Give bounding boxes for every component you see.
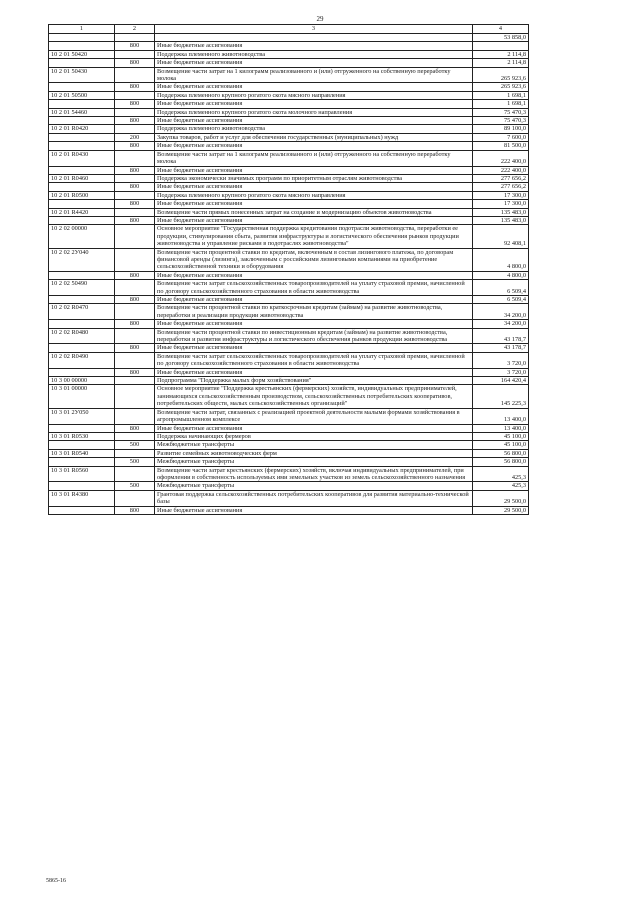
table-row [49, 328, 529, 344]
budget-table [48, 24, 529, 515]
table-row [49, 271, 529, 279]
row-code [49, 83, 115, 91]
row-amount: 17 300,0 [473, 200, 529, 208]
row-expense-type: 800 [115, 296, 155, 304]
row-name: Поддержка племенного крупного рогатого скота молочного направления [155, 108, 473, 116]
row-expense-type [115, 490, 155, 506]
row-code: 10 2 02 R0480 [49, 328, 115, 344]
row-amount: 13 400,0 [473, 408, 529, 424]
row-name: Грантовая поддержка сельскохозяйственных потребительских кооперативов для развития материально-технической базы [155, 490, 473, 506]
table-row [49, 150, 529, 166]
row-name [155, 34, 473, 42]
table-header-row [49, 25, 529, 34]
row-amount: 4 800,0 [473, 271, 529, 279]
row-code: 10 2 02 50490 [49, 280, 115, 296]
page-number: 29 [316, 15, 324, 23]
row-name: Поддержка племенного крупного рогатого скота мясного направления [155, 91, 473, 99]
header-col-2: 2 [115, 25, 155, 34]
table-row [49, 248, 529, 271]
row-code [49, 100, 115, 108]
row-amount: 45 100,0 [473, 432, 529, 440]
table-row [49, 408, 529, 424]
row-code: 10 3 01 R0540 [49, 449, 115, 457]
table-row [49, 490, 529, 506]
row-name: Поддержка племенного крупного рогатого скота мясного направления [155, 191, 473, 199]
row-name: Основное мероприятие "Государственная поддержка кредитования подотрасли животноводства, переработки ее продукции, стимулирования сбыта, развития инфраструктуры и логистического обеспечения рынков продукции животноводства и управление рисками в подотраслях животноводства" [155, 225, 473, 248]
row-amount: 4 800,0 [473, 248, 529, 271]
table-row [49, 166, 529, 174]
row-name: Иные бюджетные ассигнования [155, 344, 473, 352]
row-amount: 29 500,0 [473, 506, 529, 514]
row-name: Развитие семейных животноводческих ферм [155, 449, 473, 457]
row-code: 10 2 02 R0470 [49, 304, 115, 320]
row-amount: 3 720,0 [473, 352, 529, 368]
row-amount: 1 698,1 [473, 91, 529, 99]
row-code [49, 424, 115, 432]
table-row [49, 50, 529, 58]
row-expense-type: 800 [115, 424, 155, 432]
row-expense-type [115, 174, 155, 182]
table-row [49, 133, 529, 141]
row-code: 10 3 01 R0530 [49, 432, 115, 440]
row-expense-type: 800 [115, 271, 155, 279]
table-row [49, 344, 529, 352]
header-col-4: 4 [473, 25, 529, 34]
row-amount: 3 720,0 [473, 368, 529, 376]
row-amount: 29 500,0 [473, 490, 529, 506]
row-code [49, 183, 115, 191]
table-row [49, 183, 529, 191]
table-row [49, 67, 529, 83]
row-amount: 34 200,0 [473, 304, 529, 320]
row-name: Поддержка племенного животноводства [155, 125, 473, 133]
row-amount: 56 800,0 [473, 458, 529, 466]
row-name: Иные бюджетные ассигнования [155, 424, 473, 432]
table-row [49, 91, 529, 99]
row-name: Межбюджетные трансферты [155, 441, 473, 449]
row-code [49, 42, 115, 50]
row-code: 10 3 00 00000 [49, 377, 115, 385]
row-name: Поддержка племенного животноводства [155, 50, 473, 58]
row-expense-type: 800 [115, 100, 155, 108]
row-code [49, 59, 115, 67]
table-row [49, 34, 529, 42]
row-code: 10 2 01 50430 [49, 67, 115, 83]
row-expense-type [115, 108, 155, 116]
row-name: Иные бюджетные ассигнования [155, 271, 473, 279]
row-expense-type: 500 [115, 441, 155, 449]
table-row [49, 216, 529, 224]
table-row [49, 449, 529, 457]
row-code [49, 458, 115, 466]
row-name: Межбюджетные трансферты [155, 458, 473, 466]
row-name: Иные бюджетные ассигнования [155, 83, 473, 91]
row-name: Основное мероприятие "Поддержка крестьянских (фермерских) хозяйств, индивидуальных предпринимателей, занимающихся сельскохозяйственным производством, сельскохозяйственных потребительских кооперативов, потребительских обществ, малых сельскохозяйственных организаций" [155, 385, 473, 408]
row-amount: 75 470,3 [473, 108, 529, 116]
row-code: 10 2 01 54460 [49, 108, 115, 116]
row-expense-type: 800 [115, 183, 155, 191]
table-row [49, 377, 529, 385]
row-name: Иные бюджетные ассигнования [155, 117, 473, 125]
footer-code: 5865-16 [46, 878, 66, 884]
row-code [49, 296, 115, 304]
row-name: Иные бюджетные ассигнования [155, 216, 473, 224]
row-expense-type: 800 [115, 200, 155, 208]
table-row [49, 432, 529, 440]
row-code: 10 2 02 R0490 [49, 352, 115, 368]
row-name: Закупка товаров, работ и услуг для обеспечения государственных (муниципальных) нужд [155, 133, 473, 141]
table-row [49, 100, 529, 108]
row-expense-type [115, 248, 155, 271]
header-col-1: 1 [49, 25, 115, 34]
table-row [49, 174, 529, 182]
row-name: Поддержка экономически значимых программ по приоритетным отраслям животноводства [155, 174, 473, 182]
row-code: 10 2 02 2У040 [49, 248, 115, 271]
row-amount: 53 858,0 [473, 34, 529, 42]
row-code: 10 3 01 2У050 [49, 408, 115, 424]
row-amount: 75 470,3 [473, 117, 529, 125]
table-row [49, 466, 529, 482]
row-amount: 425,3 [473, 466, 529, 482]
row-amount: 43 178,7 [473, 344, 529, 352]
row-expense-type [115, 50, 155, 58]
row-expense-type [115, 34, 155, 42]
row-amount: 56 800,0 [473, 449, 529, 457]
row-expense-type: 800 [115, 42, 155, 50]
table-row [49, 208, 529, 216]
row-name: Возмещение части процентной ставки по кредитам, включенным в состав лизингового платежа, по договорам финансовой аренды (лизинга), заключенным с российскими лизинговыми компаниями на приобретение сельскохозяйственной техники и оборудования [155, 248, 473, 271]
row-expense-type [115, 449, 155, 457]
row-code [49, 320, 115, 328]
row-amount: 92 408,1 [473, 225, 529, 248]
row-name: Возмещение части процентной ставки по инвестиционным кредитам (займам) на развитие животноводства, переработки и развития инфраструктуры и логистического обеспечения рынков продукции животноводства [155, 328, 473, 344]
row-code: 10 2 01 50420 [49, 50, 115, 58]
row-code [49, 482, 115, 490]
row-code [49, 344, 115, 352]
row-amount: 145 225,3 [473, 385, 529, 408]
row-name: Возмещение части затрат на 1 килограмм реализованного и (или) отгруженного на собственную переработку молока [155, 67, 473, 83]
row-amount: 13 400,0 [473, 424, 529, 432]
row-amount: 1 698,1 [473, 100, 529, 108]
table-row [49, 441, 529, 449]
row-code [49, 166, 115, 174]
row-expense-type: 800 [115, 320, 155, 328]
row-name: Возмещение части затрат на 1 килограмм реализованного и (или) отгруженного на собственную переработку молока [155, 150, 473, 166]
row-expense-type [115, 304, 155, 320]
row-expense-type [115, 328, 155, 344]
row-amount: 277 656,2 [473, 183, 529, 191]
row-expense-type: 800 [115, 59, 155, 67]
row-expense-type: 800 [115, 83, 155, 91]
table-row [49, 458, 529, 466]
row-name: Возмещение части прямых понесенных затрат на создание и модернизацию объектов животноводства [155, 208, 473, 216]
table-row [49, 125, 529, 133]
table-row [49, 200, 529, 208]
row-name: Возмещение части затрат крестьянских (фермерских) хозяйств, включая индивидуальных предпринимателей, при оформлении в собственность используемых ими земельных участков из земель сельскохозяйственного назначения [155, 466, 473, 482]
row-name: Иные бюджетные ассигнования [155, 368, 473, 376]
row-amount: 7 600,0 [473, 133, 529, 141]
row-code [49, 271, 115, 279]
row-expense-type: 800 [115, 368, 155, 376]
table-row [49, 385, 529, 408]
row-code: 10 2 01 R0430 [49, 150, 115, 166]
row-expense-type [115, 408, 155, 424]
table-row [49, 117, 529, 125]
row-expense-type: 800 [115, 344, 155, 352]
row-expense-type [115, 280, 155, 296]
row-expense-type [115, 91, 155, 99]
row-expense-type: 200 [115, 133, 155, 141]
table-row [49, 296, 529, 304]
table-row [49, 280, 529, 296]
table-row [49, 42, 529, 50]
row-amount: 2 114,8 [473, 50, 529, 58]
row-name: Иные бюджетные ассигнования [155, 142, 473, 150]
table-row [49, 108, 529, 116]
row-name: Иные бюджетные ассигнования [155, 200, 473, 208]
row-amount: 6 509,4 [473, 280, 529, 296]
row-expense-type [115, 432, 155, 440]
row-code [49, 200, 115, 208]
table-row [49, 304, 529, 320]
table-row [49, 83, 529, 91]
header-col-3: 3 [155, 25, 473, 34]
row-code [49, 133, 115, 141]
row-code: 10 2 01 50500 [49, 91, 115, 99]
row-code [49, 142, 115, 150]
row-code: 10 2 01 R0420 [49, 125, 115, 133]
row-name: Возмещение части затрат сельскохозяйственных товаропроизводителей на уплату страховой премии, начисленной по договору сельскохозяйственного страхования в области животноводства [155, 352, 473, 368]
row-expense-type [115, 385, 155, 408]
row-expense-type [115, 225, 155, 248]
table-row [49, 368, 529, 376]
row-name: Иные бюджетные ассигнования [155, 166, 473, 174]
row-expense-type: 500 [115, 482, 155, 490]
row-name: Возмещение части процентной ставки по краткосрочным кредитам (займам) на развитие животноводства, переработки и реализации продукции животноводства [155, 304, 473, 320]
row-amount: 2 114,8 [473, 59, 529, 67]
row-code: 10 2 01 R0500 [49, 191, 115, 199]
row-name: Подпрограмма "Поддержка малых форм хозяйствования" [155, 377, 473, 385]
row-expense-type [115, 352, 155, 368]
row-amount: 89 100,0 [473, 125, 529, 133]
row-name: Поддержка начинающих фермеров [155, 432, 473, 440]
row-amount: 45 100,0 [473, 441, 529, 449]
row-name: Иные бюджетные ассигнования [155, 506, 473, 514]
row-expense-type: 800 [115, 506, 155, 514]
row-amount [473, 42, 529, 50]
table-row [49, 320, 529, 328]
row-name: Иные бюджетные ассигнования [155, 100, 473, 108]
row-name: Иные бюджетные ассигнования [155, 320, 473, 328]
row-code [49, 117, 115, 125]
table-row [49, 59, 529, 67]
row-code: 10 3 01 R4380 [49, 490, 115, 506]
row-name: Возмещение части затрат, связанных с реализацией проектной деятельности малыми формами хозяйствования в агропромышленном комплексе [155, 408, 473, 424]
row-amount: 43 178,7 [473, 328, 529, 344]
row-code [49, 441, 115, 449]
row-expense-type: 500 [115, 458, 155, 466]
row-code: 10 3 01 R0560 [49, 466, 115, 482]
row-amount: 135 483,0 [473, 208, 529, 216]
row-expense-type: 800 [115, 216, 155, 224]
row-expense-type [115, 208, 155, 216]
row-code: 10 2 01 R4420 [49, 208, 115, 216]
table-row [49, 191, 529, 199]
row-expense-type [115, 150, 155, 166]
table-row [49, 142, 529, 150]
table-row [49, 352, 529, 368]
row-name: Иные бюджетные ассигнования [155, 42, 473, 50]
row-amount: 164 420,4 [473, 377, 529, 385]
table-body [49, 34, 529, 515]
row-code [49, 368, 115, 376]
row-expense-type: 800 [115, 117, 155, 125]
row-amount: 222 400,0 [473, 166, 529, 174]
row-code: 10 2 02 00000 [49, 225, 115, 248]
table-row [49, 506, 529, 514]
row-expense-type [115, 466, 155, 482]
row-expense-type [115, 191, 155, 199]
row-name: Межбюджетные трансферты [155, 482, 473, 490]
row-amount: 425,3 [473, 482, 529, 490]
row-name: Возмещение части затрат сельскохозяйственных товаропроизводителей на уплату страховой премии, начисленной по договору сельскохозяйственного страхования в области животноводства [155, 280, 473, 296]
row-expense-type [115, 125, 155, 133]
row-code [49, 34, 115, 42]
row-code [49, 506, 115, 514]
row-amount: 135 483,0 [473, 216, 529, 224]
row-amount: 81 500,0 [473, 142, 529, 150]
row-expense-type [115, 67, 155, 83]
row-expense-type: 800 [115, 166, 155, 174]
row-amount: 265 923,6 [473, 67, 529, 83]
row-amount: 34 200,0 [473, 320, 529, 328]
row-code: 10 2 01 R0460 [49, 174, 115, 182]
row-amount: 6 509,4 [473, 296, 529, 304]
row-amount: 222 400,0 [473, 150, 529, 166]
table-row [49, 482, 529, 490]
row-amount: 277 656,2 [473, 174, 529, 182]
row-name: Иные бюджетные ассигнования [155, 296, 473, 304]
row-code [49, 216, 115, 224]
row-expense-type [115, 377, 155, 385]
row-amount: 265 923,6 [473, 83, 529, 91]
table-row [49, 424, 529, 432]
row-name: Иные бюджетные ассигнования [155, 183, 473, 191]
row-expense-type: 800 [115, 142, 155, 150]
row-code: 10 3 01 00000 [49, 385, 115, 408]
row-amount: 17 300,0 [473, 191, 529, 199]
row-name: Иные бюджетные ассигнования [155, 59, 473, 67]
table-row [49, 225, 529, 248]
